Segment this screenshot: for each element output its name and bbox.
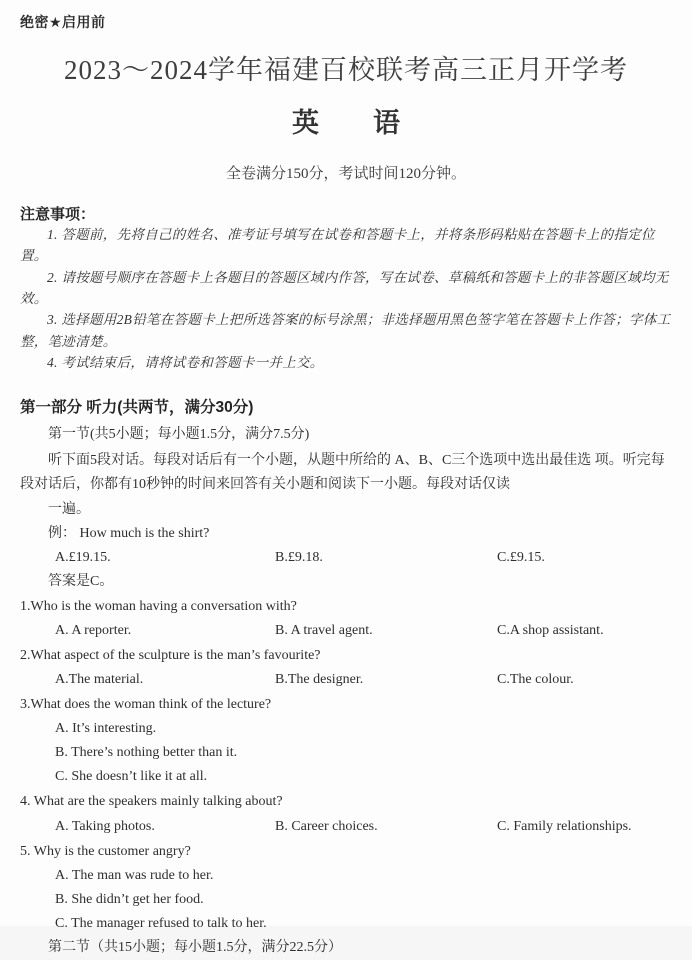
example-option-c: C.£9.15. (497, 549, 545, 565)
example-options (20, 546, 672, 570)
question-1-option-b: B. A travel agent. (275, 622, 373, 638)
security-classification: 绝密★启用前 (20, 14, 106, 30)
question-2-options (20, 668, 672, 692)
section1-heading: 第一节(共5小题；每小题1.5分，满分7.5分) (48, 427, 310, 443)
question-4-option-b: B. Career choices. (275, 818, 378, 834)
question-1-options (20, 619, 672, 643)
question-4-options (20, 815, 672, 839)
exam-info: 全卷满分150分，考试时间120分钟。 (225, 166, 466, 182)
question-3 (20, 693, 672, 789)
question-1-text: 1.Who is the woman having a conversation with? (20, 598, 297, 614)
question-2-text: 2.What aspect of the sculpture is the man’s favourite? (20, 648, 321, 663)
question-1-option-a: A. A reporter. (55, 622, 132, 638)
question-4 (20, 790, 672, 838)
question-4-option-c: C. Family relationships. (497, 818, 632, 834)
question-3-options (20, 717, 672, 789)
example-option-a: A.£19.15. (55, 549, 111, 565)
question-3-option-c: C. She doesn’t like it at all. (55, 769, 208, 785)
question-5-option-a: A. The man was rude to her. (55, 867, 214, 883)
question-5-option-b: B. She didn’t get her food. (55, 891, 204, 907)
part1-heading: 第一部分 听力(共两节，满分30分) (20, 399, 254, 417)
question-1 (20, 595, 672, 643)
listening-instructions: 听下面5段对话。每段对话后有一个小题，从题中所给的 A、B、C三个选项中选出最佳选 项。听完每段对话后，你都有10秒钟的时间来回答有关小题和阅读下一小题。每段对话仅读 (20, 453, 665, 493)
listening-instructions-continuation: 一遍。 (48, 501, 90, 517)
notice-item-2: 2. 请按题号顺序在答题卡上各题目的答题区域内作答，写在试卷、草稿纸和答题卡上的非答题区域均无效。 (20, 269, 669, 306)
subject-title: 英 语 (292, 108, 400, 138)
example-option-b: B.£9.18. (275, 549, 323, 565)
example-question: 例： How much is the shirt? (48, 525, 210, 541)
notice-heading: 注意事项： (20, 206, 96, 223)
question-3-option-a: A. It’s interesting. (55, 721, 157, 737)
example-answer: 答案是C。 (48, 573, 114, 589)
question-3-text: 3.What does the woman think of the lecture? (20, 697, 272, 713)
exam-title: 2023～2024学年福建百校联考高三正月开学考 (64, 55, 628, 85)
question-4-option-a: A. Taking photos. (55, 818, 155, 834)
question-4-text: 4. What are the speakers mainly talking about? (20, 794, 283, 810)
question-5 (20, 840, 672, 936)
question-2-option-b: B.The designer. (275, 672, 364, 688)
notice-item-1: 1. 答题前，先将自己的姓名、准考证号填写在试卷和答题卡上，并将条形码粘贴在答题卡上的指定位置。 (20, 227, 655, 264)
section2-heading: 第二节（共15小题；每小题1.5分，满分22.5分） (48, 939, 342, 955)
notice-item-3: 3. 选择题用2B铅笔在答题卡上把所选答案的标号涂黑；非选择题用黑色签字笔在答题卡上作答；字体工整，笔迹清楚。 (20, 312, 671, 349)
question-1-option-c: C.A shop assistant. (497, 622, 604, 638)
question-5-option-c: C. The manager refused to talk to her. (55, 915, 267, 931)
question-2-option-c: C.The colour. (497, 672, 574, 688)
notice-item-4: 4. 考试结束后，请将试卷和答题卡一并上交。 (47, 354, 324, 370)
question-5-text: 5. Why is the customer angry? (20, 843, 191, 859)
question-2-option-a: A.The material. (55, 672, 144, 688)
question-3-option-b: B. There’s nothing better than it. (55, 745, 238, 761)
question-2 (20, 644, 672, 692)
question-5-options (20, 864, 672, 936)
